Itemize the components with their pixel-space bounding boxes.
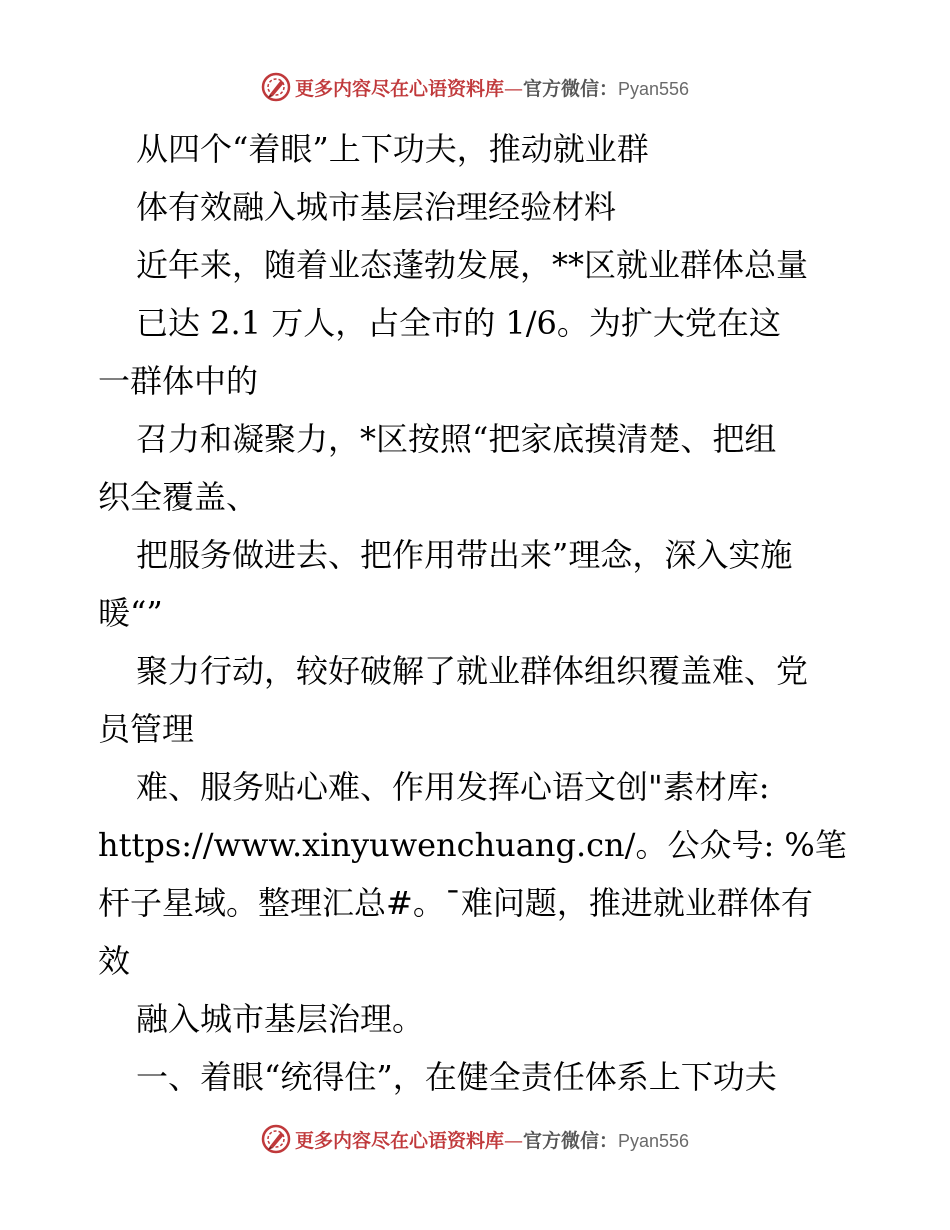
text-line: 织全覆盖、 bbox=[98, 478, 259, 516]
text-line: 一群体中的 bbox=[98, 362, 259, 400]
text-line: 体有效融入城市基层治理经验材料 bbox=[136, 188, 617, 226]
text-line: 已达 2.1 万人，占全市的 1/6。为扩大党在这 bbox=[136, 304, 781, 342]
watermark-wechat-id: Pyan556 bbox=[617, 1131, 690, 1151]
watermark-label: 官方微信： bbox=[522, 1130, 618, 1152]
text-line: 杆子星域。整理汇总#。¯难问题，推进就业群体有 bbox=[98, 884, 813, 922]
text-line: 召力和凝聚力，*区按照“把家底摸清楚、把组 bbox=[136, 420, 777, 458]
text-line: 融入城市基层治理。 bbox=[136, 1000, 425, 1038]
text-line: 近年来，随着业态蓬勃发展，**区就业群体总量 bbox=[136, 246, 809, 284]
watermark-footer bbox=[0, 1128, 950, 1154]
watermark-separator: — bbox=[503, 78, 523, 100]
text-line: 一、着眼“统得住”，在健全责任体系上下功夫 bbox=[136, 1058, 777, 1096]
watermark-label: 官方微信： bbox=[522, 78, 618, 100]
text-line: 把服务做进去、把作用带出来”理念，深入实施 bbox=[136, 536, 793, 574]
pen-logo-icon bbox=[261, 1124, 291, 1154]
pen-logo-icon bbox=[261, 72, 291, 102]
text-line: 效 bbox=[98, 942, 131, 980]
watermark-wechat-id: Pyan556 bbox=[617, 79, 690, 99]
text-line: 难、服务贴心难、作用发挥心语文创"素材库: bbox=[136, 768, 770, 806]
watermark-header bbox=[0, 76, 950, 102]
text-line: 暖“” bbox=[98, 594, 163, 632]
watermark-site: 更多内容尽在心语资料库 bbox=[294, 78, 504, 100]
text-line: 聚力行动，较好破解了就业群体组织覆盖难、党 bbox=[136, 652, 809, 690]
watermark-separator: — bbox=[503, 1130, 523, 1152]
text-line: 员管理 bbox=[98, 710, 195, 748]
text-line: 从四个“着眼”上下功夫，推动就业群 bbox=[136, 130, 649, 168]
text-line: https://www.xinyuwenchuang.cn/。公众号: %笔 bbox=[98, 826, 847, 864]
watermark-site: 更多内容尽在心语资料库 bbox=[294, 1130, 504, 1152]
